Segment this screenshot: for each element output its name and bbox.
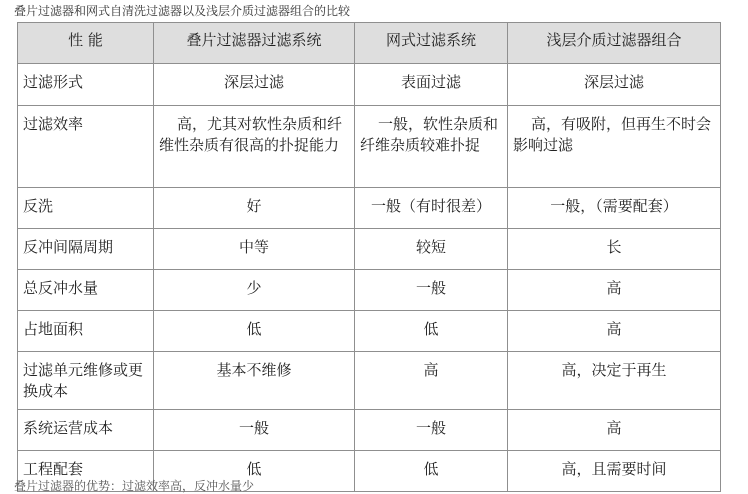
- table-cell: 一般（有时很差）: [355, 188, 508, 229]
- table-cell: 高，尤其对软性杂质和纤维性杂质有很高的扑捉能力: [154, 106, 355, 188]
- table-cell: 好: [154, 188, 355, 229]
- row-label: 工程配套: [18, 451, 154, 492]
- footer-text: 叠片过滤器的优势：过滤效率高，反冲水量少: [14, 479, 255, 493]
- table-row: [18, 311, 721, 352]
- table-cell: 深层过滤: [154, 64, 355, 106]
- table-cell: 表面过滤: [355, 64, 508, 106]
- table-cell: 低: [154, 311, 355, 352]
- table-cell: 少: [154, 270, 355, 311]
- table-cell: 高，决定于再生: [508, 352, 721, 410]
- row-label: 过滤单元维修或更换成本: [18, 352, 154, 410]
- table-cell: 低: [154, 451, 355, 492]
- table-row: [18, 229, 721, 270]
- table-cell: 一般，软性杂质和纤维杂质较难扑捉: [355, 106, 508, 188]
- row-label: 反冲间隔周期: [18, 229, 154, 270]
- table-cell: 一般: [355, 410, 508, 451]
- table-cell: 中等: [154, 229, 355, 270]
- table-row: [18, 352, 721, 410]
- header-disc-filter: 叠片过滤器过滤系统: [154, 23, 355, 64]
- table-row: [18, 270, 721, 311]
- table-cell: 一般: [355, 270, 508, 311]
- row-label: 过滤形式: [18, 64, 154, 106]
- header-row: [18, 23, 721, 64]
- header-media-filter: 浅层介质过滤器组合: [508, 23, 721, 64]
- row-label: 过滤效率: [18, 106, 154, 188]
- comparison-table: [17, 22, 721, 492]
- table-cell: 高: [508, 270, 721, 311]
- table-row: [18, 188, 721, 229]
- table-row: [18, 64, 721, 106]
- row-label: 占地面积: [18, 311, 154, 352]
- table-cell: 一般，（需要配套）: [508, 188, 721, 229]
- row-label: 系统运营成本: [18, 410, 154, 451]
- table-caption: 叠片过滤器和网式自清洗过滤器以及浅层介质过滤器组合的比较: [14, 4, 351, 18]
- table-cell: 高: [508, 311, 721, 352]
- header-performance: 性 能: [18, 23, 154, 64]
- footer-text-clipped: [14, 479, 314, 494]
- table-cell: 长: [508, 229, 721, 270]
- table-cell: 低: [355, 311, 508, 352]
- table-cell: 低: [355, 451, 508, 492]
- table-cell: 高: [355, 352, 508, 410]
- row-label: 总反冲水量: [18, 270, 154, 311]
- table-cell: 高，有吸附，但再生不时会影响过滤: [508, 106, 721, 188]
- table-cell: 深层过滤: [508, 64, 721, 106]
- table-row: [18, 106, 721, 188]
- table-cell: 高，且需要时间: [508, 451, 721, 492]
- table-cell: 一般: [154, 410, 355, 451]
- table-row: [18, 410, 721, 451]
- table-cell: 高: [508, 410, 721, 451]
- row-label: 反洗: [18, 188, 154, 229]
- table-cell: 较短: [355, 229, 508, 270]
- header-screen-filter: 网式过滤系统: [355, 23, 508, 64]
- table-cell: 基本不维修: [154, 352, 355, 410]
